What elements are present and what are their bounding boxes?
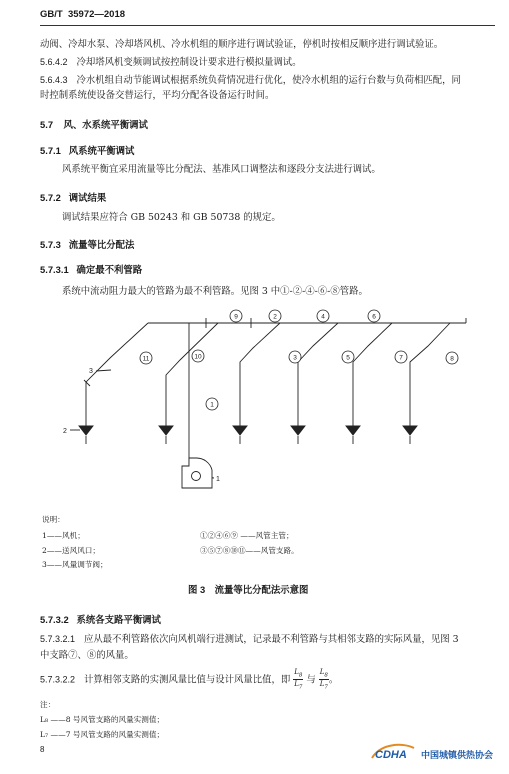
fraction-subscript: 7 [324, 684, 328, 691]
legend-item: ③⑤⑦⑧⑩⑪——风管支路。 [200, 546, 299, 555]
air-outlet-icon [233, 426, 247, 435]
air-outlet-icon [159, 426, 173, 435]
figure-caption: 图 3 流量等比分配法示意图 [188, 584, 309, 595]
section-title: 风、水系统平衡调试 [63, 119, 148, 130]
circle-label: 2 [273, 313, 277, 321]
clause-text: 。 [328, 674, 339, 686]
circle-label: 6 [372, 313, 376, 321]
ratio-fraction-2 [319, 668, 329, 692]
branch-10-line [166, 323, 218, 426]
section-number: 5.7.3 [40, 239, 61, 250]
section-title: 风系统平衡调试 [68, 145, 135, 156]
circle-label: 7 [399, 354, 403, 362]
branch-8-line [410, 323, 450, 426]
note-line: L₈ ——8 号风管支路的风量实测值； [40, 715, 165, 724]
fan-icon [182, 458, 212, 488]
clause-number: 5.7.3.2.2 [40, 674, 76, 685]
fraction-subscript: 8 [298, 672, 303, 679]
branch-5-line [298, 323, 338, 426]
fraction-symbol: L [319, 680, 325, 689]
clause-number: 5.6.4.3 [40, 75, 68, 85]
fraction-numerator [293, 668, 303, 680]
ratio-fraction-1 [293, 668, 303, 692]
section-title: 系统各支路平衡调试 [76, 614, 161, 625]
section-number: 5.7.2 [40, 192, 61, 203]
branch-7-line [353, 323, 392, 426]
clause-number: 5.6.4.2 [40, 57, 68, 67]
circle-label: 1 [210, 401, 214, 409]
air-outlet-icon [291, 426, 305, 435]
air-outlet-icon [403, 426, 417, 435]
fraction-denominator [293, 680, 303, 691]
legend-title: 说明： [42, 515, 65, 524]
paragraph-continued: 动阀、冷却水泵、冷却塔风机、冷水机组的顺序进行调试验证，停机时按相反顺序进行调试验证。 [40, 39, 444, 50]
circle-label: 11 [142, 355, 150, 363]
note-line: L₇ ——7 号风管支路的风量实测值； [40, 730, 165, 739]
side-label-3: 3 [89, 368, 93, 375]
clause-5-7-3-2-1-line2: 中支路⑦、⑧的风量。 [40, 650, 134, 661]
section-number: 5.7 [40, 119, 54, 130]
circle-label: 4 [321, 313, 325, 321]
section-number: 5.7.3.1 [40, 264, 69, 275]
branch-3-line [240, 323, 280, 426]
logo-text: CDHA [375, 749, 407, 761]
section-number: 5.7.1 [40, 145, 61, 156]
circle-label: 10 [194, 353, 202, 361]
fraction-symbol: L [319, 668, 325, 676]
section-5-7-1-text: 风系统平衡宜采用流量等比分配法、基准风口调整法和逐段分支法进行调试。 [62, 164, 381, 175]
side-label-1: 1 [216, 476, 220, 483]
section-title: 流量等比分配法 [68, 239, 135, 250]
std-code-prefix: GB/T [40, 9, 63, 20]
clause-5-6-4-3-line2: 时控制系统使设备交替运行，平均分配各设备运行时间。 [40, 90, 275, 101]
legend-item: 2——送风风口； [42, 546, 100, 555]
section-title: 调试结果 [68, 192, 107, 203]
circle-label: 8 [450, 355, 454, 363]
org-name: 中国城镇供热协会 [421, 750, 494, 760]
fraction-symbol: L [294, 680, 299, 689]
page-number: 8 [40, 745, 45, 754]
org-logo [368, 740, 418, 762]
legend-item: 1——风机； [42, 531, 85, 540]
section-title: 确定最不利管路 [76, 264, 143, 275]
fraction-subscript: 7 [298, 684, 303, 691]
fraction-denominator [319, 680, 329, 691]
circle-label: 5 [346, 354, 350, 362]
clause-text: 冷却塔风机变频调试按控制设计要求进行模拟量调试。 [76, 57, 302, 68]
air-outlet-icon [79, 426, 93, 435]
clause-text: 冷水机组自动节能调试根据系统负荷情况进行优化，使冷水机组的运行台数与负荷相匹配，同 [76, 75, 461, 86]
legend-item: ①②④⑥⑨ ——风管主管； [200, 531, 294, 540]
section-number: 5.7.3.2 [40, 614, 69, 625]
clause-5-7-3-2-2 [40, 668, 338, 692]
clause-text: 与 [306, 674, 316, 686]
legend-item: 3——风量调节阀； [42, 560, 108, 569]
air-outlet-icon [346, 426, 360, 435]
clause-text: 计算相邻支路的实测风量比值与设计风量比值，即 [83, 674, 291, 686]
note-title: 注： [40, 700, 56, 709]
std-code-number: 35972—2018 [67, 9, 126, 20]
fraction-numerator [319, 668, 329, 680]
section-5-7-3-1-text: 系统中流动阻力最大的管路为最不利管路。见图 3 中①-②-④-⑥-⑧管路。 [62, 286, 368, 297]
side-label-2: 2 [63, 428, 67, 435]
fraction-subscript: 8 [324, 672, 328, 679]
section-5-7-3-2-heading [40, 612, 161, 626]
fraction-symbol: L [294, 668, 299, 676]
clause-text: 应从最不利管路依次向风机端行进测试，记录最不利管路与其相邻支路的实际风量，见图 3 [83, 634, 459, 645]
clause-5-7-3-2-1 [40, 632, 459, 647]
circle-label: 3 [293, 354, 297, 362]
circle-label: 9 [234, 313, 238, 321]
branch-11-line [86, 323, 148, 426]
section-5-7-2-text: 调试结果应符合 GB 50243 和 GB 50738 的规定。 [62, 212, 281, 223]
clause-number: 5.7.3.2.1 [40, 634, 76, 644]
